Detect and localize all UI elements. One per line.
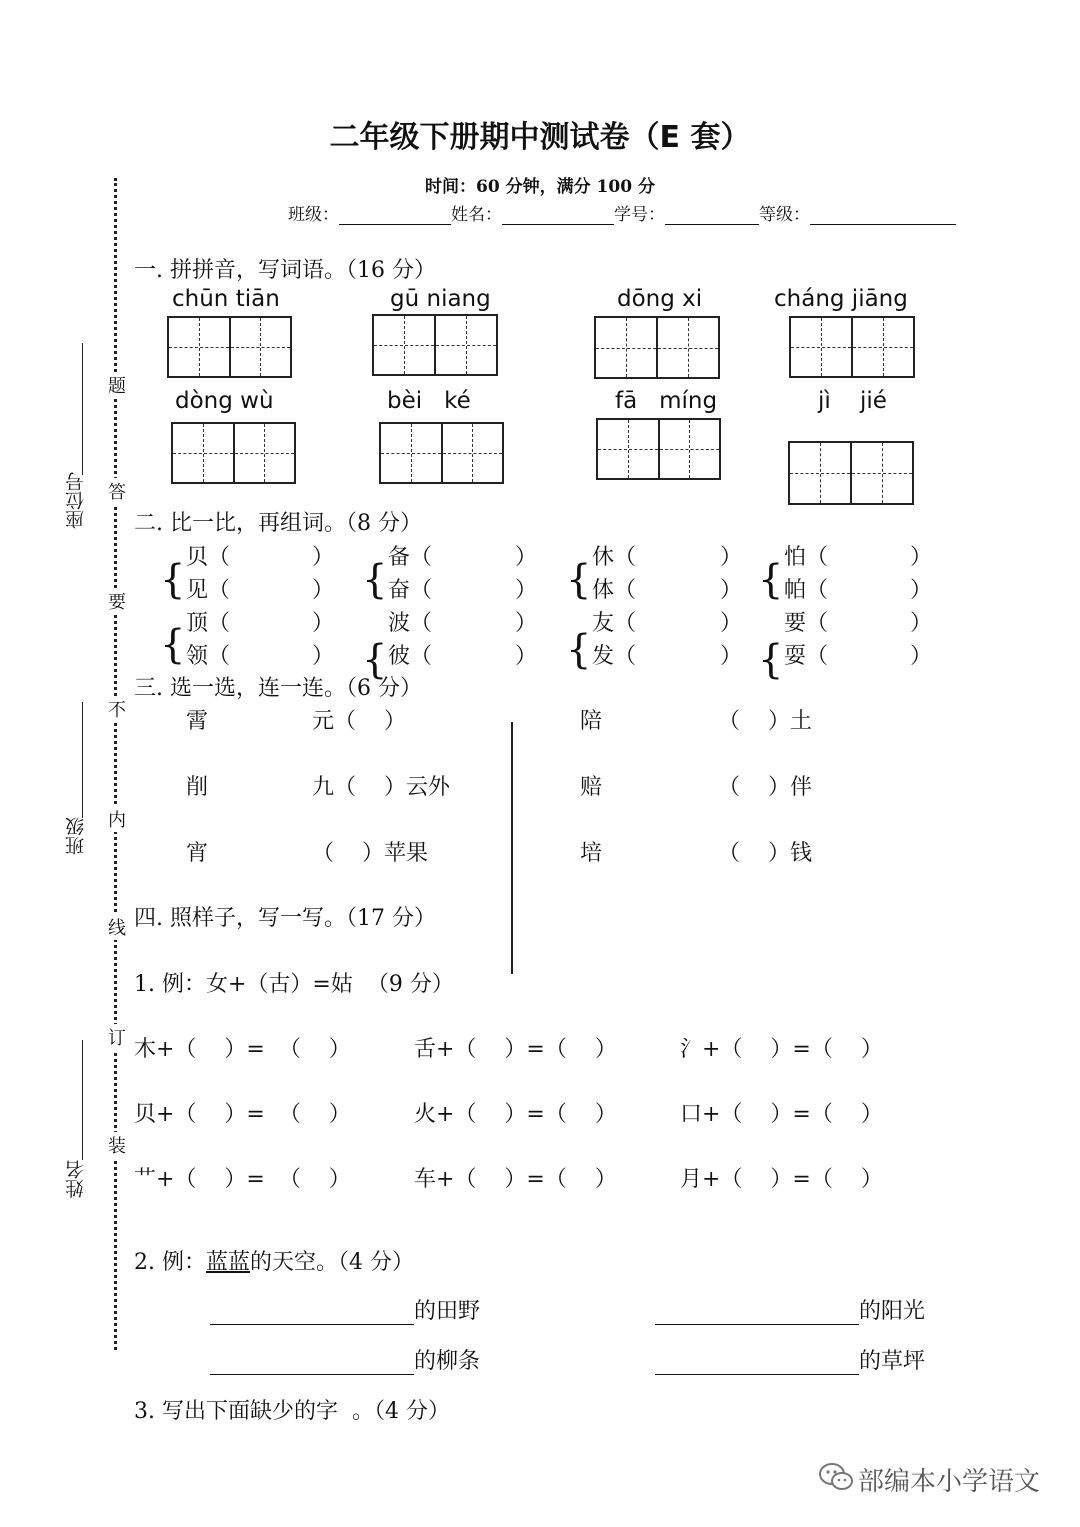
match-phrase[interactable]: （ ）苹果 <box>312 841 428 866</box>
compare-close: ） <box>515 578 538 603</box>
compare-close: ） <box>910 644 933 669</box>
q1-item[interactable]: 艹+（ ）= （ ） <box>134 1167 351 1192</box>
q1-item[interactable]: 火+（ ）=（ ） <box>414 1102 617 1127</box>
section2-title: 二. 比一比，再组词。（8 分） <box>134 511 422 536</box>
brace-icon: { <box>362 637 388 683</box>
writing-grid[interactable] <box>372 314 498 376</box>
q3-title: 3. 写出下面缺少的字 。（4 分） <box>134 1399 450 1424</box>
brace-icon: { <box>758 637 784 683</box>
exam-subtitle: 时间：60 分钟，满分 100 分 <box>425 177 655 197</box>
brace-icon: { <box>566 627 592 673</box>
brace-icon: { <box>160 557 186 603</box>
match-phrase[interactable]: 九（ ）云外 <box>312 775 450 800</box>
q1-item[interactable]: 口+（ ）=（ ） <box>680 1102 883 1127</box>
match-char[interactable]: 赔 <box>580 775 603 800</box>
compare-close: ） <box>515 611 538 636</box>
compare-close: ） <box>910 545 933 570</box>
q2-item-text: 的田野 <box>414 1299 481 1324</box>
margin-line-name <box>82 1040 83 1160</box>
field-id-blank[interactable] <box>665 206 759 225</box>
match-char[interactable]: 削 <box>186 775 209 800</box>
q2-example-word: 蓝蓝 <box>205 1250 250 1275</box>
seal-char: 线 <box>108 914 126 940</box>
q2-item <box>655 1294 925 1325</box>
match-char[interactable]: 霄 <box>186 709 209 734</box>
compare-close: ） <box>312 644 335 669</box>
compare-item: 友（ <box>592 611 637 636</box>
compare-item: 顶（ <box>186 611 231 636</box>
seal-char: 答 <box>108 478 126 504</box>
compare-item: 波（ <box>388 611 433 636</box>
compare-item: 帕（ <box>784 578 829 603</box>
writing-grid[interactable] <box>594 316 720 379</box>
writing-grid[interactable] <box>789 316 915 378</box>
q1-item[interactable]: 舌+（ ）=（ ） <box>414 1037 617 1062</box>
compare-item: 休（ <box>592 545 637 570</box>
q1-item[interactable]: 车+（ ）=（ ） <box>414 1167 617 1192</box>
pinyin-label: cháng jiāng <box>774 286 908 312</box>
q2-item <box>210 1344 480 1375</box>
column-divider <box>511 722 513 974</box>
compare-item: 见（ <box>186 578 231 603</box>
q2-item-text: 的草坪 <box>859 1349 926 1374</box>
q2-item <box>210 1294 480 1325</box>
compare-close: ） <box>720 545 743 570</box>
q1-item[interactable]: 贝+（ ）= （ ） <box>134 1102 351 1127</box>
writing-grid[interactable] <box>171 422 296 484</box>
q2-item <box>655 1344 925 1375</box>
compare-close: ） <box>515 644 538 669</box>
writing-grid[interactable] <box>788 441 914 505</box>
margin-label-seat: 座位号 <box>65 472 87 529</box>
compare-item: 耍（ <box>784 644 829 669</box>
margin-label-name: 姓名 <box>65 1160 87 1198</box>
pinyin-label: jì jié <box>818 388 887 414</box>
pinyin-label: dòng wù <box>175 388 274 414</box>
watermark-text: 部编本小学语文 <box>858 1467 1041 1497</box>
compare-item: 发（ <box>592 644 637 669</box>
seal-char: 不 <box>108 696 126 722</box>
match-phrase[interactable]: （ ）土 <box>718 709 812 734</box>
section3-title: 三. 选一选，连一连。（6 分） <box>134 676 422 701</box>
match-char[interactable]: 宵 <box>186 841 209 866</box>
q1-item[interactable]: 氵+（ ）=（ ） <box>680 1037 883 1062</box>
q2-item-text: 的柳条 <box>414 1349 481 1374</box>
answer-blank[interactable] <box>210 1348 414 1375</box>
field-name-label: 姓名： <box>451 205 502 225</box>
pinyin-label: dōng xi <box>617 286 703 312</box>
answer-blank[interactable] <box>655 1298 859 1325</box>
match-phrase[interactable]: （ ）伴 <box>718 775 812 800</box>
q2-item-text: 的阳光 <box>859 1299 926 1324</box>
compare-close: ） <box>910 578 933 603</box>
brace-icon: { <box>362 557 388 603</box>
compare-close: ） <box>720 578 743 603</box>
section1-title: 一. 拼拼音，写词语。（16 分） <box>134 258 436 283</box>
compare-item: 体（ <box>592 578 637 603</box>
field-name-blank[interactable] <box>502 206 614 225</box>
seal-char: 内 <box>108 806 126 832</box>
compare-item: 备（ <box>388 545 433 570</box>
compare-item: 怕（ <box>784 545 829 570</box>
compare-close: ） <box>910 611 933 636</box>
q2-example <box>134 1245 414 1276</box>
match-phrase[interactable]: （ ）钱 <box>718 841 812 866</box>
seal-char: 要 <box>108 588 126 614</box>
page-title: 二年级下册期中测试卷（E 套） <box>329 120 751 155</box>
section4-title: 四. 照样子，写一写。（17 分） <box>134 906 436 931</box>
pinyin-label: fā míng <box>615 388 718 414</box>
binding-dotted-line <box>114 178 117 1350</box>
seal-char: 装 <box>108 1132 126 1158</box>
field-grade-label: 等级： <box>759 205 810 225</box>
seal-char: 订 <box>108 1024 126 1050</box>
match-phrase[interactable]: 元（ ） <box>312 709 406 734</box>
q1-example: 1. 例：女+（古）=姑 （9 分） <box>134 972 454 997</box>
writing-grid[interactable] <box>167 316 292 378</box>
brace-icon: { <box>160 622 186 668</box>
compare-close: ） <box>720 611 743 636</box>
compare-item: 要（ <box>784 611 829 636</box>
seal-char: 题 <box>108 372 126 398</box>
brace-icon: { <box>758 557 784 603</box>
info-fields <box>288 200 956 225</box>
field-grade-blank[interactable] <box>810 206 956 225</box>
compare-item: 领（ <box>186 644 231 669</box>
q1-item[interactable]: 月+（ ）=（ ） <box>680 1167 883 1192</box>
compare-close: ） <box>312 545 335 570</box>
field-class-label: 班级： <box>288 205 339 225</box>
compare-close: ） <box>515 545 538 570</box>
margin-line-seat <box>82 343 83 475</box>
wechat-icon <box>818 1462 854 1492</box>
answer-blank[interactable] <box>655 1348 859 1375</box>
field-class-blank[interactable] <box>339 206 451 225</box>
margin-label-class: 班级 <box>65 817 87 855</box>
compare-item: 贝（ <box>186 545 231 570</box>
pinyin-label: gū niang <box>390 286 491 312</box>
q2-prefix: 2. 例： <box>134 1250 206 1275</box>
pinyin-label: bèi ké <box>387 388 471 414</box>
compare-close: ） <box>720 644 743 669</box>
field-id-label: 学号： <box>614 205 665 225</box>
q2-suffix: 的天空。（4 分） <box>250 1250 414 1275</box>
compare-close: ） <box>312 578 335 603</box>
match-char[interactable]: 陪 <box>580 709 603 734</box>
margin-line-class <box>82 702 83 818</box>
pinyin-label: chūn tiān <box>172 286 280 312</box>
writing-grid[interactable] <box>379 422 504 484</box>
brace-icon: { <box>566 557 592 603</box>
answer-blank[interactable] <box>210 1298 414 1325</box>
compare-close: ） <box>312 611 335 636</box>
compare-item: 彼（ <box>388 644 433 669</box>
match-char[interactable]: 培 <box>580 841 603 866</box>
writing-grid[interactable] <box>596 418 721 480</box>
q1-item[interactable]: 木+（ ）= （ ） <box>134 1037 351 1062</box>
compare-item: 奋（ <box>388 578 433 603</box>
